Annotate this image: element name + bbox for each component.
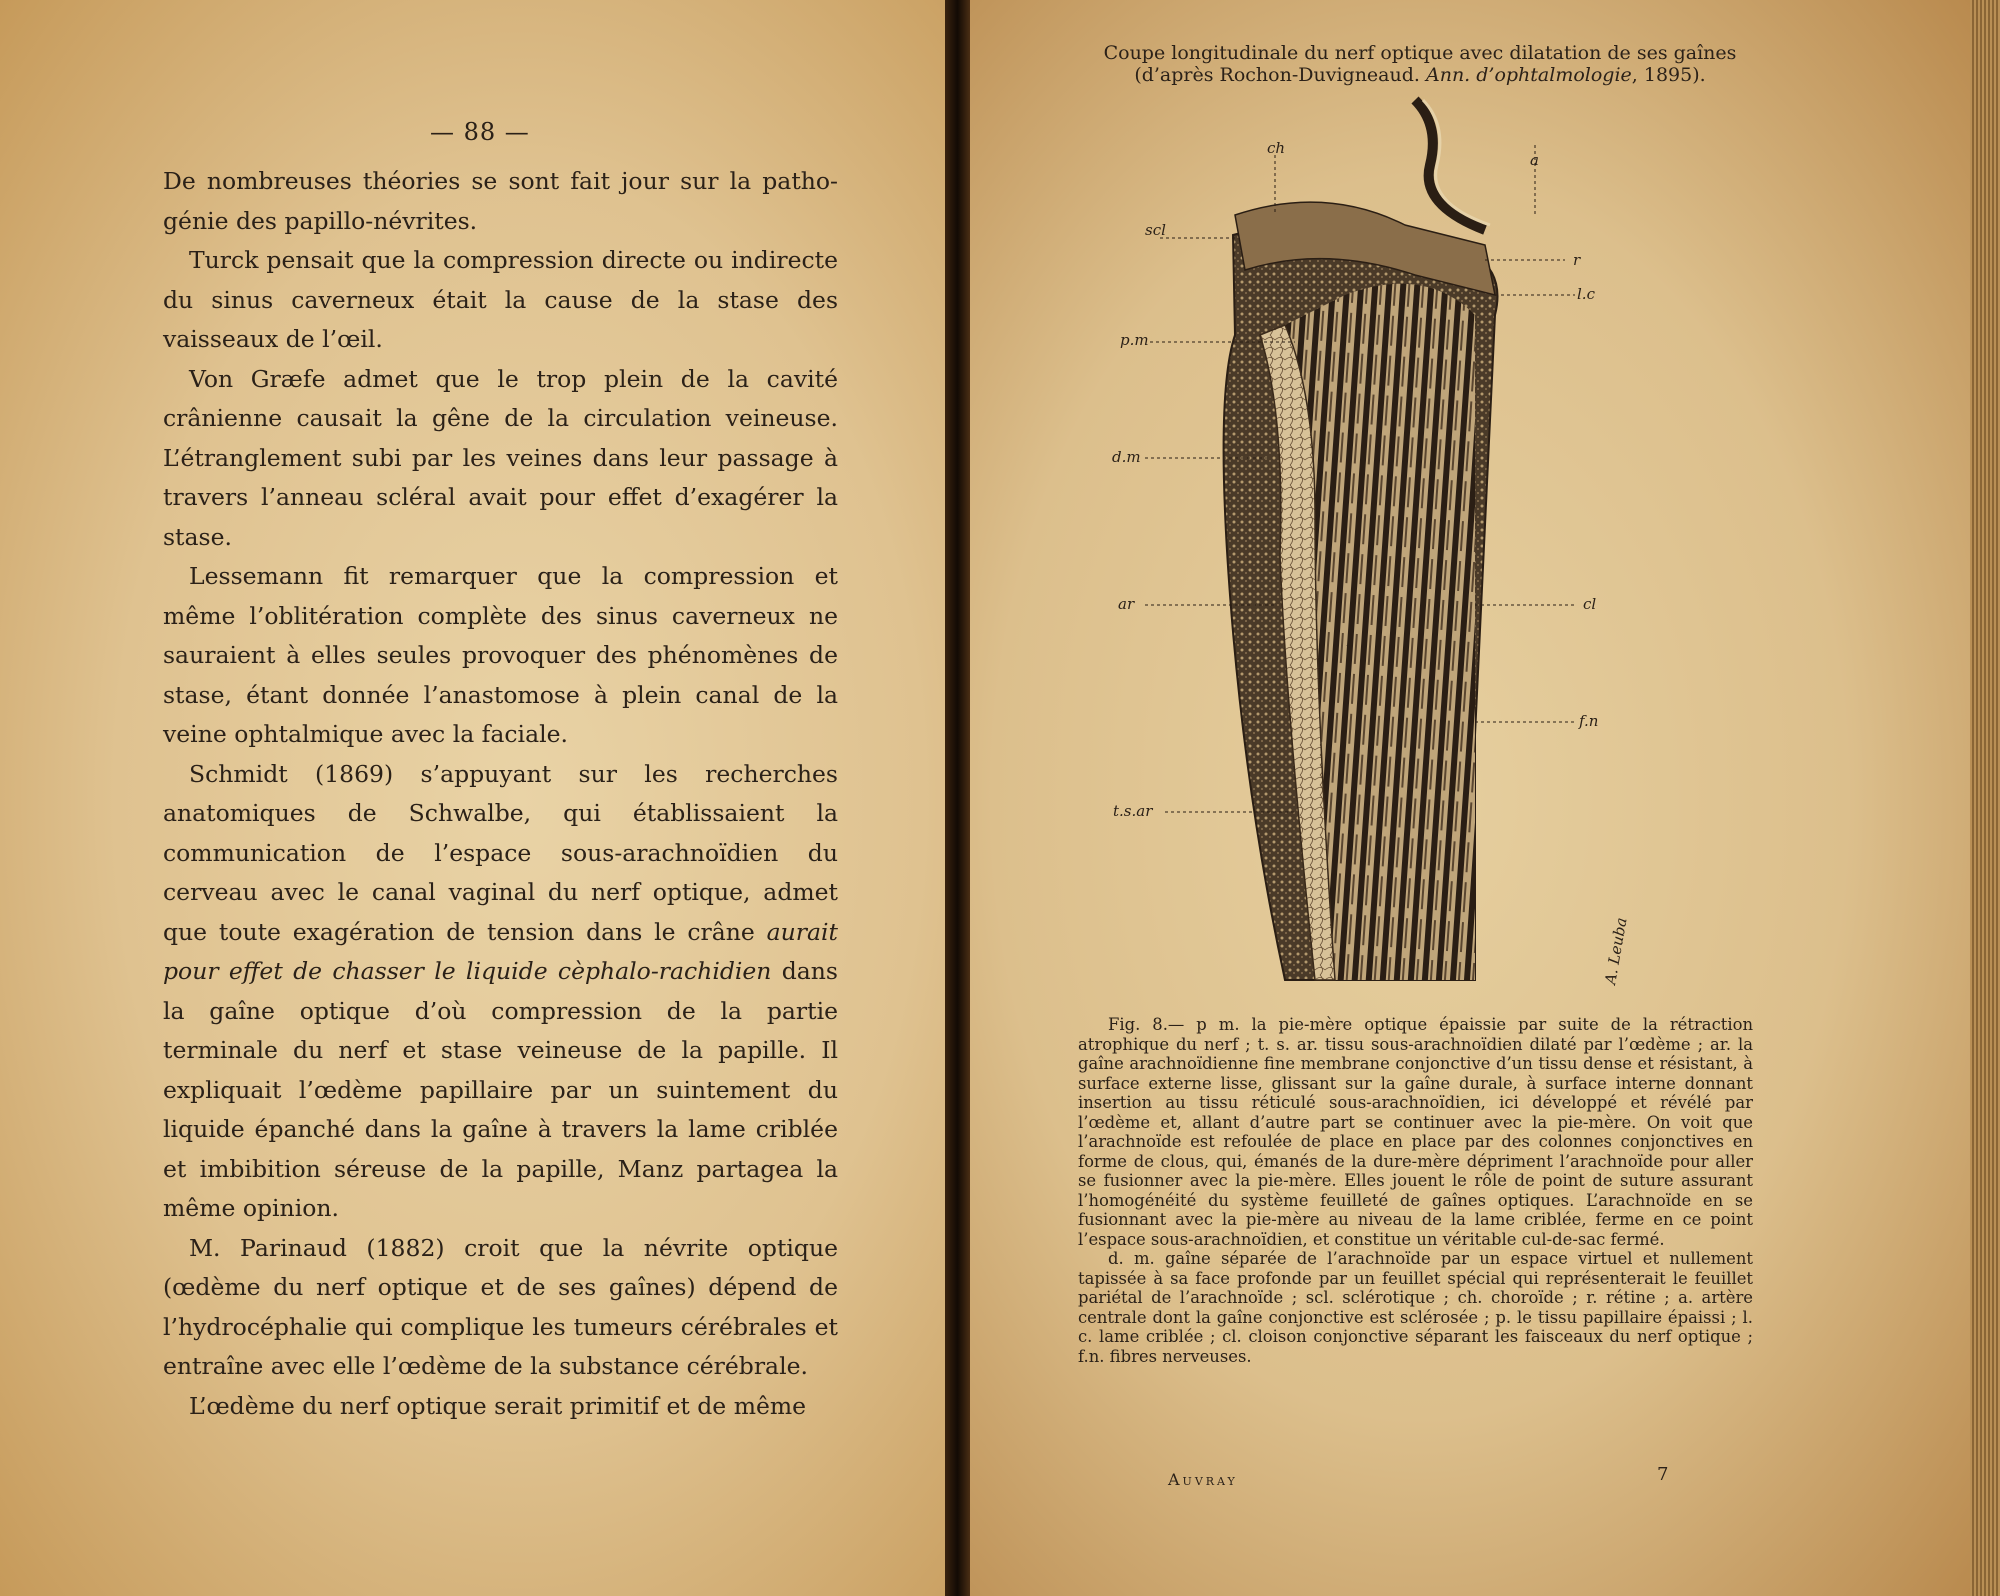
legend-paragraph: Fig. 8.— p m. la pie-mère optique épaissie par suite de la rétraction atrophique du nerf ; t. s. ar. tissu sous-arachnoïdien dilaté par l’œdème ; ar. la gaîne arachnoïdienne fine membrane conjonctive d’un tissu dense et résistant, à surface externe lisse, glissant sur la gaîne durale, à surface interne donnant insertion au tissu réticulé sous-arachnoïdien, ici développé et révélé par l’œdème et, allant d’autre part se continuer avec la pie-mère. On voit que l’arachnoïde est refoulée de place en place par des colonnes conjonctives en forme de clous, qui, émanés de la dure-mère dépriment l’arachnoïde pour aller se fusionner avec la pie-mère. Elles jouent le rôle de point de suture assurant l’homogénéité du système feuilleté de gaînes optiques. L’arachnoïde en se fusionnant avec la pie-mère au niveau de la lame criblée, ferme en ce point l’espace sous-arachnoïdien, et constitue un véritable cul-de-sac fermé.: [1078, 1015, 1753, 1249]
artist-signature: A. Leuba: [1601, 916, 1631, 986]
paragraph: De nombreuses théories se sont fait jour sur la patho-génie des papillo-névrites.: [163, 167, 838, 235]
text-span: (d’après Rochon-Duvigneaud.: [1134, 64, 1426, 86]
body-text: [163, 162, 838, 1426]
label-dm: d.m: [1112, 448, 1141, 466]
paragraph: L’œdème du nerf optique serait primitif et de même: [189, 1391, 807, 1420]
paragraph: M. Parinaud (1882) croit que la névrite optique (œdème du nerf optique et de ses gaînes) dépend de l’hydrocéphalie qui complique les tumeurs cérébrales et entraîne avec elle l’œdème de la substance cérébrale.: [163, 1233, 838, 1380]
page-number: — 88 —: [430, 118, 530, 146]
paragraph-schmidt: [163, 755, 838, 1229]
label-scl: scl: [1145, 221, 1166, 239]
caption-line: Coupe longitudinale du nerf optique avec dilatation de ses gaînes: [1103, 42, 1737, 64]
signature-mark: Auvray: [1168, 1470, 1238, 1489]
label-cl: cl: [1583, 595, 1597, 613]
label-ch: ch: [1267, 139, 1286, 157]
caption-line: [1060, 64, 1780, 86]
figure-legend: [1078, 1015, 1753, 1366]
text-span: Schmidt (1869) s’appuyant sur les recherches anatomiques de Schwalbe, qui établissaient la communication de l’espace sous-arachnoïdien du cerveau avec le canal vaginal du nerf optique, admet que toute exagération de tension dans le crâne: [163, 759, 838, 946]
label-lc: l.c: [1577, 285, 1595, 303]
signature-number: 7: [1657, 1464, 1669, 1485]
paragraph: Turck pensait que la compression directe ou indirecte du sinus caverneux était la cause de la stase des vaisseaux de l’œil.: [163, 246, 838, 353]
page-edges: [1970, 0, 2000, 1596]
label-a: a: [1530, 151, 1539, 169]
label-tsar: t.s.ar: [1113, 802, 1153, 820]
text-span: , 1895).: [1631, 64, 1706, 86]
label-r: r: [1573, 251, 1581, 269]
figure-caption: [1060, 42, 1780, 86]
paragraph: Lessemann fit remarquer que la compression et même l’oblitération complète des sinus caverneux ne sauraient à elles seules provoquer des phénomènes de stase, étant donnée l’anastomose à plein canal de la veine ophtalmique avec la faciale.: [163, 562, 838, 748]
label-pm: p.m: [1120, 331, 1149, 349]
journal-title: Ann. d’ophtalmologie: [1425, 64, 1632, 86]
book-gutter: [945, 0, 970, 1596]
optic-nerve-illustration: [1112, 95, 1655, 986]
paragraph: Von Græfe admet que le trop plein de la cavité crânienne causait la gêne de la circulation veineuse. L’étranglement subi par les veines dans leur passage à travers l’anneau scléral avait pour effet d’exagérer la stase.: [163, 364, 838, 551]
text-span: dans la gaîne optique d’où compression de la partie terminale du nerf et stase veineuse de la papille. Il expliquait l’œdème papillaire par un suintement du liquide épanché dans la gaîne à travers la lame criblée et imbibition séreuse de la papille, Manz partagea la même opinion.: [163, 957, 838, 1222]
left-page: [0, 0, 945, 1596]
legend-paragraph: d. m. gaîne séparée de l’arachnoïde par un espace virtuel et nullement tapissée à sa face profonde par un feuillet spécial qui représenterait le feuillet pariétal de l’arachnoïde ; scl. sclérotique ; ch. choroïde ; r. rétine ; a. artère centrale dont la gaîne conjonctive est sclérosée ; p. le tissu papillaire épaissi ; l. c. lame criblée ; cl. cloison conjonctive séparant les faisceaux du nerf optique ; f.n. fibres nerveuses.: [1078, 1249, 1753, 1366]
emphasis-text: aurait pour effet de chasser le liquide cèphalo-rachidien: [163, 917, 838, 985]
label-ar: ar: [1118, 595, 1135, 613]
label-fn: f.n: [1579, 712, 1599, 730]
